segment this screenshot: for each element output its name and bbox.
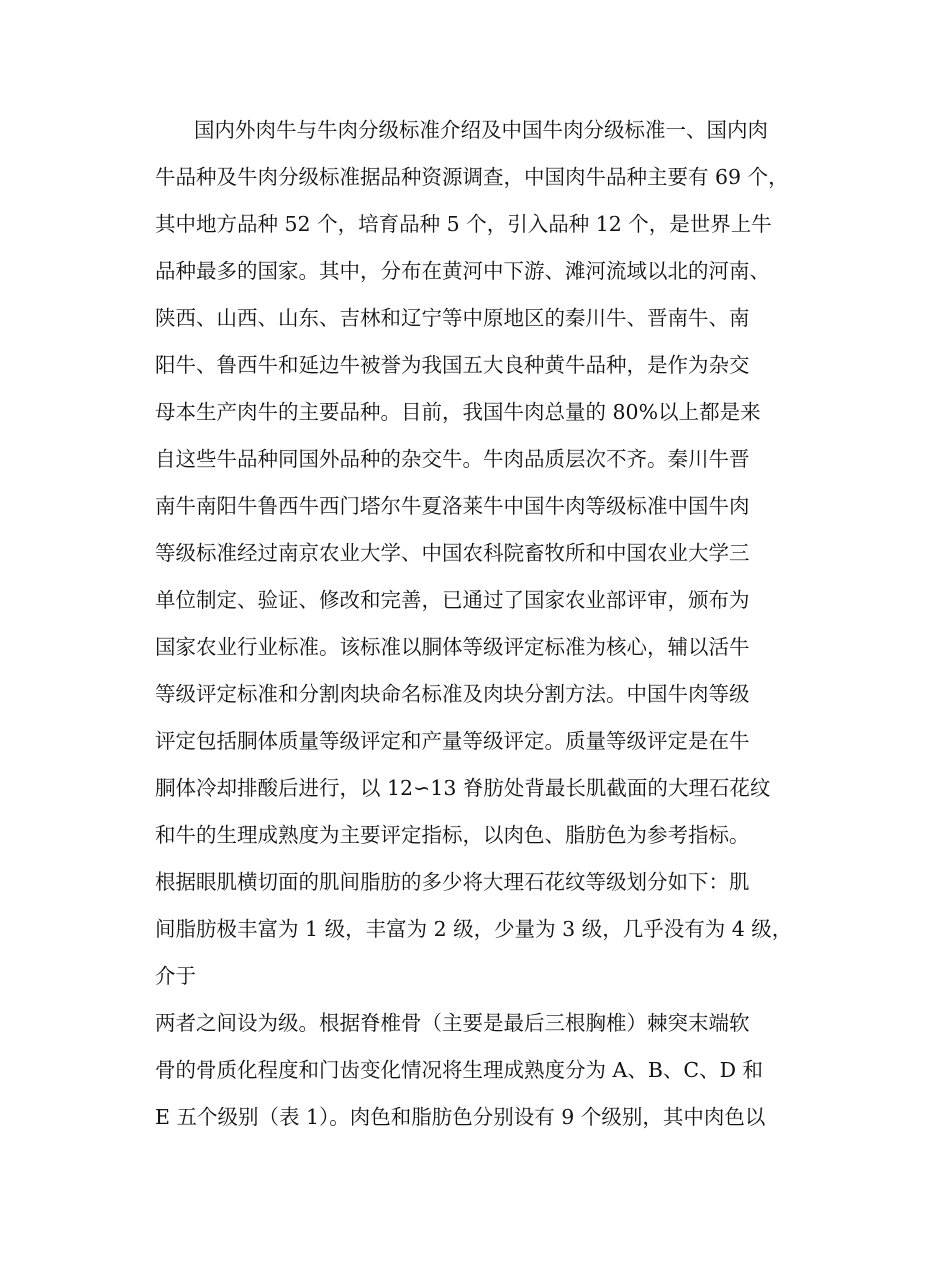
paragraph-line: 陕西、山西、山东、吉林和辽宁等中原地区的秦川牛、晋南牛、南 [155,306,750,330]
paragraph-line: 评定包括胴体质量等级评定和产量等级评定。质量等级评定是在牛 [155,729,750,753]
paragraph-line: 等级评定标准和分割肉块命名标准及肉块分割方法。中国牛肉等级 [155,682,750,706]
paragraph-line: 两者之间设为级。根据脊椎骨（主要是最后三根胸椎）棘突末端软 [155,1011,750,1035]
paragraph-line: 品种最多的国家。其中，分布在黄河中下游、滩河流域以北的河南、 [155,259,770,283]
paragraph-line: 单位制定、验证、修改和完善，已通过了国家农业部评审，颁布为 [155,588,750,612]
paragraph-line: 胴体冷却排酸后进行，以 12∽13 脊肪处背最长肌截面的大理石花纹 [155,776,771,800]
paragraph-line: 等级标准经过南京农业大学、中国农科院畜牧所和中国农业大学三 [155,541,750,565]
paragraph-line: 国家农业行业标准。该标准以胴体等级评定标准为核心，辅以活牛 [155,635,750,659]
paragraph-line: 介于 [155,964,196,988]
paragraph-line: 自这些牛品种同国外品种的杂交牛。牛肉品质层次不齐。秦川牛晋 [155,447,750,471]
paragraph-line: E 五个级别（表 1）。肉色和脂肪色分别设有 9 个级别，其中肉色以 [155,1105,766,1129]
paragraph-line: 和牛的生理成熟度为主要评定指标，以肉色、脂肪色为参考指标。 [155,823,750,847]
paragraph-line: 南牛南阳牛鲁西牛西门塔尔牛夏洛莱牛中国牛肉等级标准中国牛肉 [155,494,750,518]
paragraph-line: 根据眼肌横切面的肌间脂肪的多少将大理石花纹等级划分如下：肌 [155,870,750,894]
paragraph-line: 国内外肉牛与牛肉分级标准介绍及中国牛肉分级标准一、国内肉 [194,118,768,142]
paragraph-line: 间脂肪极丰富为 1 级，丰富为 2 级，少量为 3 级，几乎没有为 4 级， [155,917,793,941]
paragraph-line: 母本生产肉牛的主要品种。目前，我国牛肉总量的 80%以上都是来 [155,400,761,424]
paragraph-line: 牛品种及牛肉分级标准据品种资源调查，中国肉牛品种主要有 69 个， [155,165,789,189]
paragraph-line: 阳牛、鲁西牛和延边牛被誉为我国五大良种黄牛品种，是作为杂交 [155,353,750,377]
paragraph-line: 其中地方品种 52 个，培育品种 5 个，引入品种 12 个，是世界上牛 [155,212,772,236]
paragraph-line: 骨的骨质化程度和门齿变化情况将生理成熟度分为 A、B、C、D 和 [155,1058,764,1082]
